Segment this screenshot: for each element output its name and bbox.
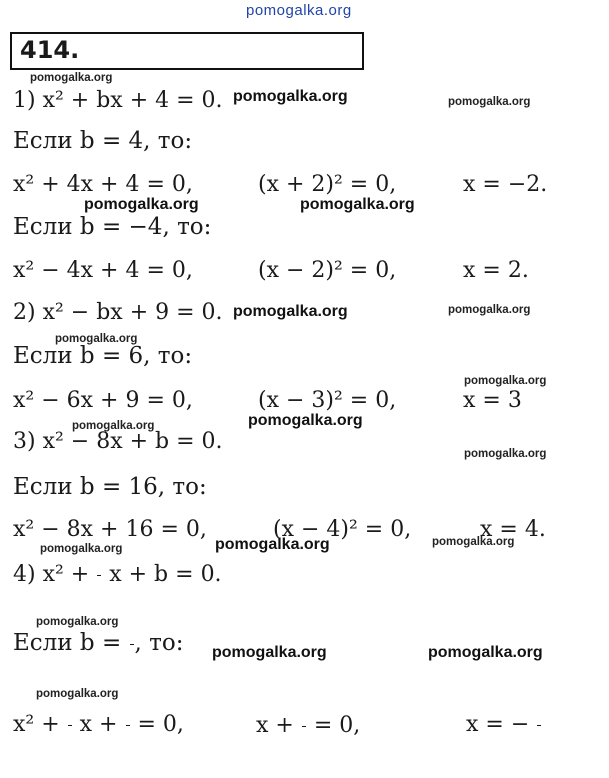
fraction-one-ninth	[126, 725, 130, 726]
watermark: pomogalka.org	[212, 644, 327, 661]
equation: x² + 4x + 4 = 0,	[13, 172, 193, 197]
watermark: pomogalka.org	[72, 420, 155, 432]
answer: x = 2.	[463, 258, 529, 283]
watermark: pomogalka.org	[36, 688, 119, 700]
watermark: pomogalka.org	[233, 88, 348, 105]
watermark: pomogalka.org	[248, 412, 363, 429]
watermark: pomogalka.org	[233, 303, 348, 320]
fraction-one-third	[537, 725, 541, 726]
fraction-two-thirds	[68, 725, 72, 726]
watermark: pomogalka.org	[448, 96, 531, 108]
condition-b-minus-4: Если b = −4, то:	[13, 214, 212, 240]
problem-1-equation: 1) x² + bx + 4 = 0.	[13, 88, 223, 113]
watermark: pomogalka.org	[55, 333, 138, 345]
watermark: pomogalka.org	[84, 196, 199, 213]
equation: (x − 3)² = 0,	[258, 388, 397, 413]
condition-b-4: Если b = 4, то:	[13, 128, 193, 154]
watermark: pomogalka.org	[448, 304, 531, 316]
equation: (x − 2)² = 0,	[258, 258, 397, 283]
equation: x² − 4x + 4 = 0,	[13, 258, 193, 283]
watermark: pomogalka.org	[300, 196, 415, 213]
task-number-box	[10, 32, 362, 70]
answer: x = −2.	[463, 172, 548, 197]
equation: (x + 2)² = 0,	[258, 172, 397, 197]
problem-3-equation: 3) x² − 8x + b = 0.	[13, 429, 223, 454]
watermark: pomogalka.org	[215, 536, 330, 553]
equation: x² − 6x + 9 = 0,	[13, 388, 193, 413]
condition-b-16: Если b = 16, то:	[13, 474, 207, 500]
watermark-top: pomogalka.org	[246, 2, 352, 19]
problem-4-equation: 4) x² + x + b = 0.	[13, 562, 222, 587]
equation: (x − 4)² = 0,	[273, 517, 412, 542]
condition-b-6: Если b = 6, то:	[13, 343, 193, 369]
fraction-two-thirds	[97, 575, 101, 576]
watermark: pomogalka.org	[464, 448, 547, 460]
task-number: 414.	[20, 36, 80, 64]
answer: x = −	[466, 712, 542, 738]
watermark: pomogalka.org	[464, 375, 547, 387]
watermark: pomogalka.org	[40, 543, 123, 555]
condition-b-one-ninth: Если b = , то:	[13, 630, 184, 656]
watermark: pomogalka.org	[428, 644, 543, 661]
answer: x = 4.	[480, 517, 546, 542]
equation: x² − 8x + 16 = 0,	[13, 517, 207, 542]
problem-2-equation: 2) x² − bx + 9 = 0.	[13, 300, 223, 325]
fraction-one-ninth	[130, 644, 134, 645]
answer: x = 3	[463, 388, 522, 413]
fraction-one-third	[302, 726, 306, 727]
watermark: pomogalka.org	[36, 616, 119, 628]
watermark: pomogalka.org	[30, 72, 113, 84]
watermark: pomogalka.org	[432, 536, 515, 548]
equation: x + = 0,	[256, 713, 361, 738]
equation: x² + x + = 0,	[13, 712, 184, 737]
